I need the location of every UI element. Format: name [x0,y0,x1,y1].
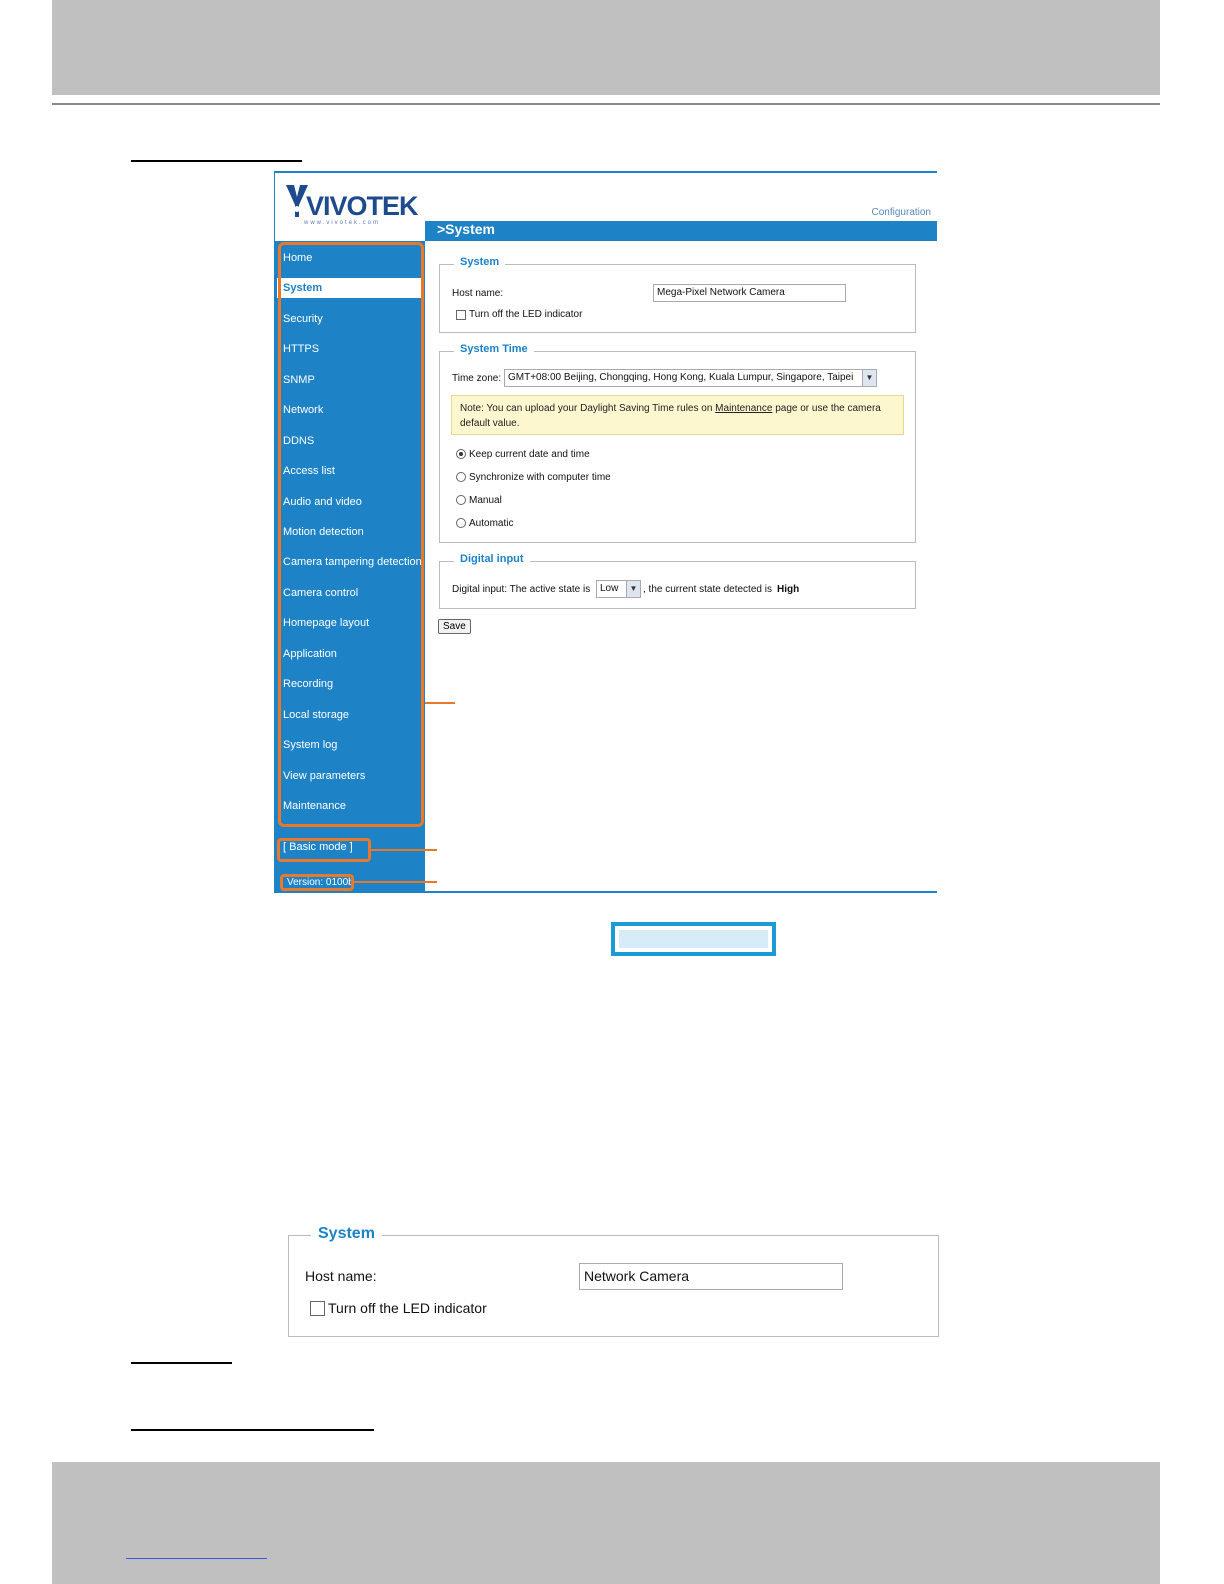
basic-mode-link[interactable]: [ Basic mode ] [283,841,353,853]
current-state-value: High [777,584,800,595]
sidebar-item-motion-detection[interactable]: Motion detection [283,526,364,538]
save-button[interactable]: Save [438,619,471,634]
sync-time-radio[interactable] [456,472,466,482]
system-fieldset [439,256,916,333]
sidebar-item-access-list[interactable]: Access list [283,465,335,477]
page-footer [52,1462,1160,1584]
subsection-heading-underline [131,1362,232,1364]
title-bar [425,221,937,241]
version-callout-line [354,881,437,883]
header-rule [52,103,1160,105]
digital-input-legend: Digital input [454,553,530,565]
sidebar-item-recording[interactable]: Recording [283,678,334,690]
maintenance-link[interactable]: Maintenance [715,403,773,414]
vivotek-logo [286,183,486,226]
menu-callout-line [425,702,455,704]
time-zone-select[interactable] [504,369,877,387]
active-state-value: Low [600,583,619,594]
sidebar-item-camera-tampering[interactable]: Camera tampering detection [283,556,422,568]
active-state-select[interactable] [596,580,641,598]
configuration-link[interactable]: Configuration [871,207,931,218]
config-screenshot [274,171,937,893]
sidebar-item-security[interactable]: Security [283,313,323,325]
sidebar-item-snmp[interactable]: SNMP [283,374,315,386]
host-name-detail-input[interactable]: Network Camera [579,1263,843,1290]
sidebar-item-camera-control[interactable]: Camera control [283,587,359,599]
system-time-fieldset [439,343,916,543]
logo-text: VIVOTEK [306,191,418,221]
sidebar-item-maintenance[interactable]: Maintenance [283,800,346,812]
basic-mode-highlight [277,838,371,862]
time-zone-label: Time zone: [452,373,502,384]
logo-subtext: www.vivotek.com [304,220,381,226]
version-label: Version: 0100b [287,877,354,888]
sidebar-item-system-log[interactable]: System log [283,739,338,751]
led-label: Turn off the LED indicator [469,309,583,320]
led-detail-label: Turn off the LED indicator [328,1300,487,1316]
sidebar-item-system[interactable]: System [277,278,423,298]
logo-mark-icon [286,185,308,217]
dst-note [451,395,904,435]
manual-time-radio[interactable] [456,495,466,505]
digital-input-fieldset [439,553,916,609]
sidebar-item-home[interactable]: Home [283,252,313,264]
page-title: >System [437,221,495,237]
system-time-legend: System Time [454,343,534,355]
sidebar-item-network[interactable]: Network [283,404,324,416]
footer-link-underline [126,1558,267,1559]
figure-caption-box [611,922,776,956]
note-text-post: page or use the camera default value. [460,403,881,429]
sync-time-label: Synchronize with computer time [469,472,611,483]
version-highlight [280,874,354,891]
current-state-text: , the current state detected is [643,584,772,595]
host-name-input[interactable]: Mega-Pixel Network Camera [653,284,846,302]
system-detail-legend: System [311,1225,382,1243]
page-header [52,0,1160,95]
system-legend: System [454,256,505,268]
digital-input-text: Digital input: The active state is [452,584,591,595]
subsection-heading-underline-2 [131,1429,374,1431]
host-name-detail-label: Host name: [305,1268,377,1284]
sidebar-item-audio-video[interactable]: Audio and video [283,496,362,508]
sidebar-item-homepage-layout[interactable]: Homepage layout [283,617,370,629]
keep-time-label: Keep current date and time [469,449,590,460]
sidebar-item-view-parameters[interactable]: View parameters [283,770,366,782]
system-detail-fieldset [288,1225,939,1337]
led-detail-checkbox[interactable] [310,1301,325,1316]
host-name-label: Host name: [452,288,504,299]
note-text-pre: Note: You can upload your Daylight Saving Time rules on [460,403,713,414]
manual-time-label: Manual [469,495,502,506]
chevron-down-icon[interactable]: ▼ [862,370,876,386]
keep-time-radio[interactable] [456,449,466,459]
automatic-time-radio[interactable] [456,518,466,528]
sidebar-item-https[interactable]: HTTPS [283,343,320,355]
chevron-down-icon[interactable]: ▼ [626,581,640,597]
sidebar-item-local-storage[interactable]: Local storage [283,709,350,721]
automatic-time-label: Automatic [469,518,514,529]
sidebar-item-application[interactable]: Application [283,648,337,660]
section-heading-underline [131,160,302,162]
sidebar-item-ddns[interactable]: DDNS [283,435,315,447]
time-zone-value: GMT+08:00 Beijing, Chongqing, Hong Kong, Kuala Lumpur, Singapore, Taipei [508,372,854,383]
led-checkbox[interactable] [456,310,466,320]
basic-mode-callout-line [371,849,437,851]
